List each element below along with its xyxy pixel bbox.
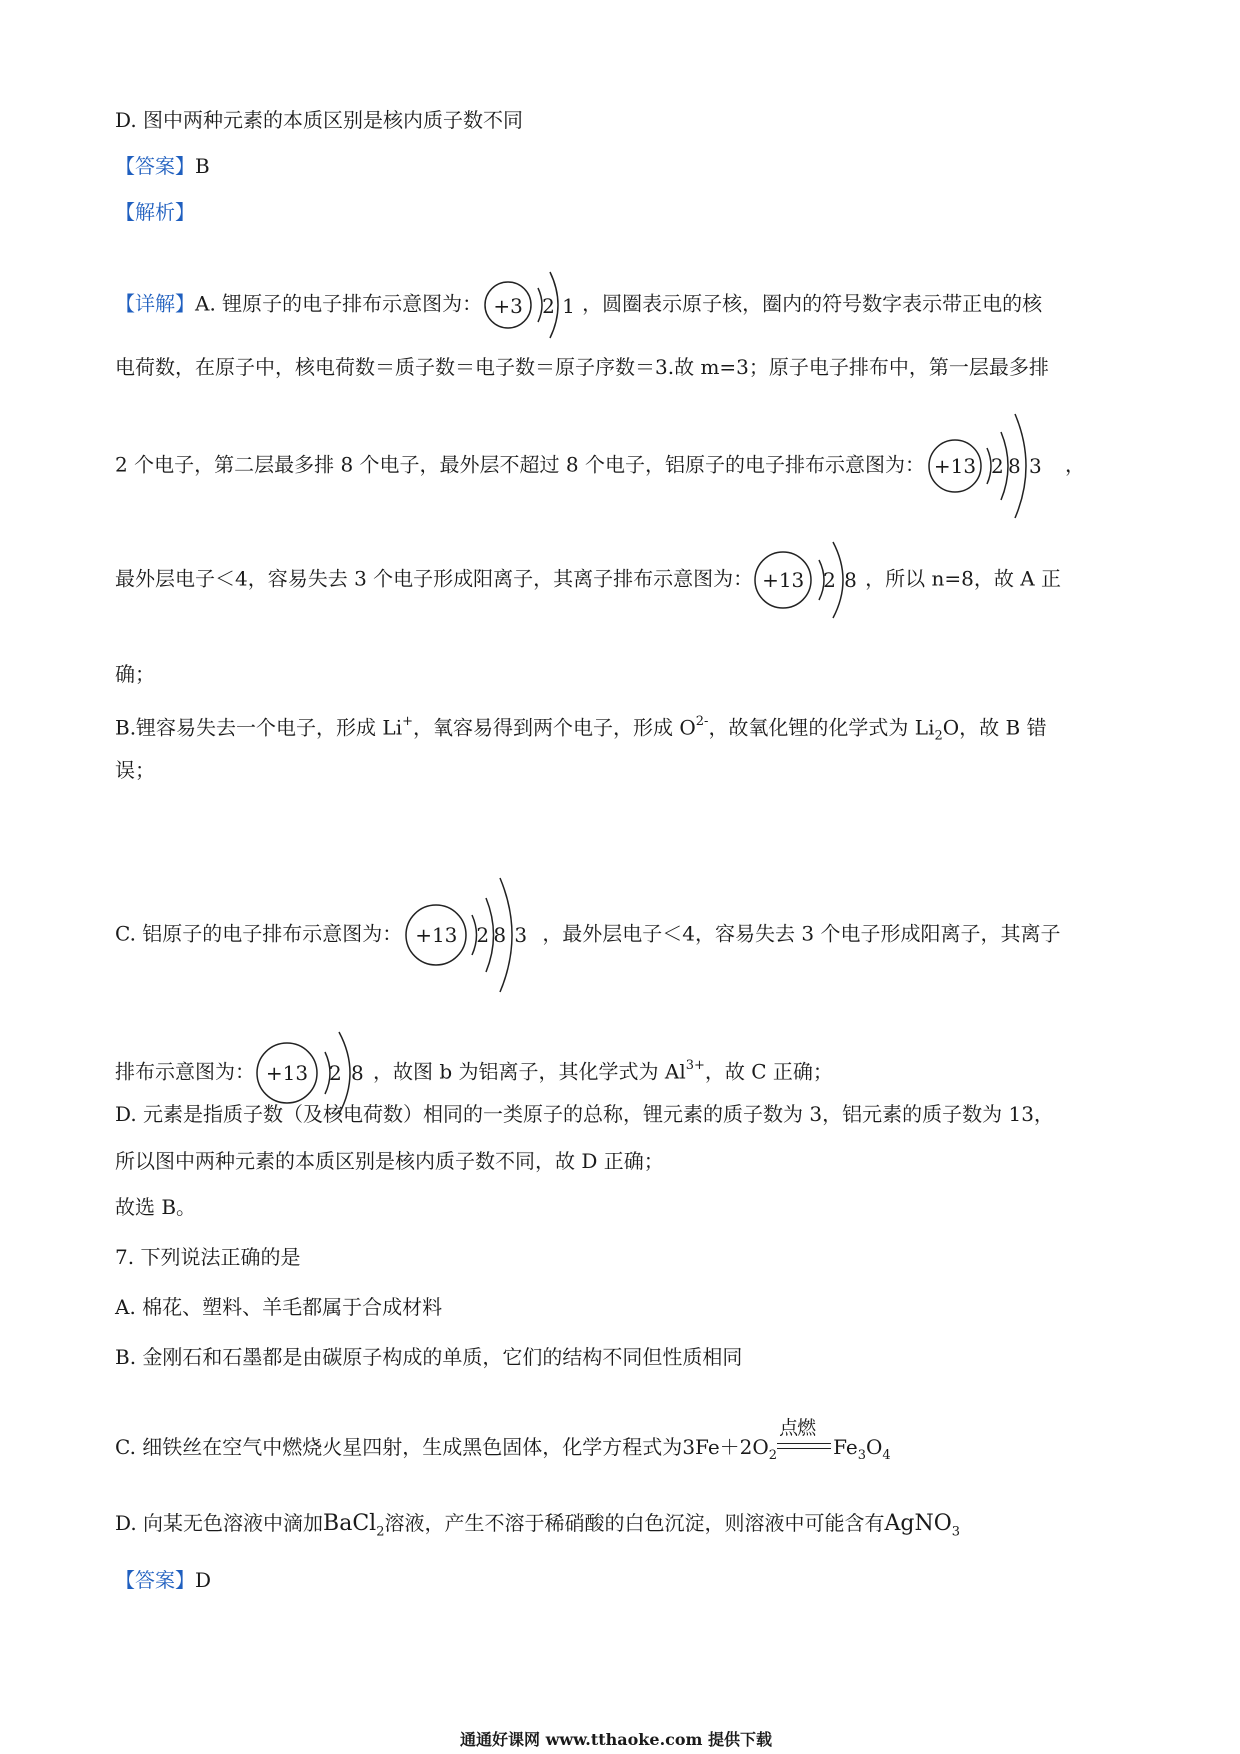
shell-1-count: 2 xyxy=(823,568,836,592)
answer-label: 【答案】 xyxy=(115,154,195,178)
equation-left: $3Fe+2O_2$ xyxy=(682,1435,778,1463)
detail-line-3: 2 个电子，第二层最多排 8 个电子，最外层不超过 8 个电子，铝原子的电子排布示意图为： +13 2 8 3 ， xyxy=(115,406,1085,526)
answer-line-1 xyxy=(115,152,210,180)
question-7-option-b: B. 金刚石和石墨都是由碳原子构成的单质，它们的结构不同但性质相同 xyxy=(115,1345,743,1369)
reaction-arrow xyxy=(777,1417,833,1464)
nucleus-charge: +3 xyxy=(493,294,523,318)
detail-line-d1: D. 元素是指质子数（及核电荷数）相同的一类原子的总称，锂元素的质子数为 3，铝元素的质子数为 13， xyxy=(115,1102,1054,1126)
question-7-option-d: D. 向某无色溶液中滴加BaCl$_2$溶液，产生不溶于稀硝酸的白色沉淀，则溶液中可能含有AgNO$_3$ xyxy=(115,1511,961,1540)
detail-line-b: B.锂容易失去一个电子，形成 Li+，氧容易得到两个电子，形成 $O^{2-}$，故氧化锂的化学式为 $Li_2O$，故 B 错 xyxy=(115,714,1047,744)
li-atom-diagram xyxy=(482,262,582,348)
shell-3-count: 3 xyxy=(514,923,528,947)
al-atom-diagram-1 xyxy=(925,406,1065,526)
shell-2-count: 8 xyxy=(844,568,857,592)
answer-label: 【答案】 xyxy=(115,1568,195,1592)
answer-value: B xyxy=(195,154,210,178)
detail-line-c: C. 铝原子的电子排布示意图为： +13 2 8 3 ，最外层电子＜4，容易失去 3 个电子形成阳离子，其离子 xyxy=(115,870,1060,1000)
al-ion-diagram-1 xyxy=(753,530,865,630)
nucleus-charge: +13 xyxy=(415,923,458,947)
question-7-option-c: C. 细铁丝在空气中燃烧火星四射，生成黑色固体，化学方程式为$3Fe+2O_2$ 点燃 $Fe_3O_4$ xyxy=(115,1424,891,1470)
detail-line-d2: 所以图中两种元素的本质区别是核内质子数不同，故 D 正确； xyxy=(115,1149,664,1173)
chem-bacl2: BaCl$_2$ xyxy=(323,1511,385,1540)
detail-line-4: 最外层电子＜4，容易失去 3 个电子形成阳离子，其离子排布示意图为： +13 2 8 ，所以 n=8，故 A 正 xyxy=(115,530,1061,630)
question-7-stem: 7. 下列说法正确的是 xyxy=(115,1245,301,1269)
detail-label: 【详解】 xyxy=(115,291,195,316)
detail-line-c2: 排布示意图为： +13 2 8 ，故图 b 为铝离子，其化学式为 $Al^{3+}$，故 C 正确； xyxy=(115,1020,833,1126)
answer-value: D xyxy=(195,1568,212,1592)
shell-2-count: 8 xyxy=(493,923,507,947)
option-d-previous: D. 图中两种元素的本质区别是核内质子数不同 xyxy=(115,108,524,132)
shell-2-count: 8 xyxy=(1007,454,1021,478)
chem-agno3: AgNO$_3$ xyxy=(884,1511,961,1540)
shell-1-count: 2 xyxy=(990,454,1004,478)
shell-2-count: 1 xyxy=(562,294,575,318)
shell-2-count: 8 xyxy=(351,1061,364,1085)
detail-line-2: 电荷数，在原子中，核电荷数＝质子数＝电子数＝原子序数＝3.故 m=3；原子电子排布中，第一层最多排 xyxy=(115,355,1049,379)
equation-right: $Fe_3O_4$ xyxy=(833,1435,891,1463)
answer-line-2 xyxy=(115,1566,211,1594)
conclusion-line: 故选 B。 xyxy=(115,1195,197,1219)
detail-line-b2: 误； xyxy=(115,758,155,782)
nucleus-charge: +13 xyxy=(762,568,805,592)
shell-3-count: 3 xyxy=(1028,454,1042,478)
al-atom-diagram-2 xyxy=(402,870,542,1000)
shell-1-count: 2 xyxy=(329,1061,342,1085)
question-7-option-a: A. 棉花、塑料、羊毛都属于合成材料 xyxy=(115,1295,443,1319)
shell-1-count: 2 xyxy=(542,294,555,318)
detail-line-1: 【详解】A. 锂原子的电子排布示意图为： +3 2 1 ，圆圈表示原子核，圈内的符号数字表示带正电的核 xyxy=(115,262,1042,348)
nucleus-charge: +13 xyxy=(265,1061,309,1085)
nucleus-charge: +13 xyxy=(933,454,977,478)
shell-1-count: 2 xyxy=(476,923,490,947)
analysis-label: 【解析】 xyxy=(115,200,195,224)
detail-line-5: 确； xyxy=(115,662,155,686)
footer-watermark: 通通好课网 www.tthaoke.com 提供下载 xyxy=(460,1730,773,1749)
reaction-condition: 点燃 xyxy=(779,1417,816,1439)
